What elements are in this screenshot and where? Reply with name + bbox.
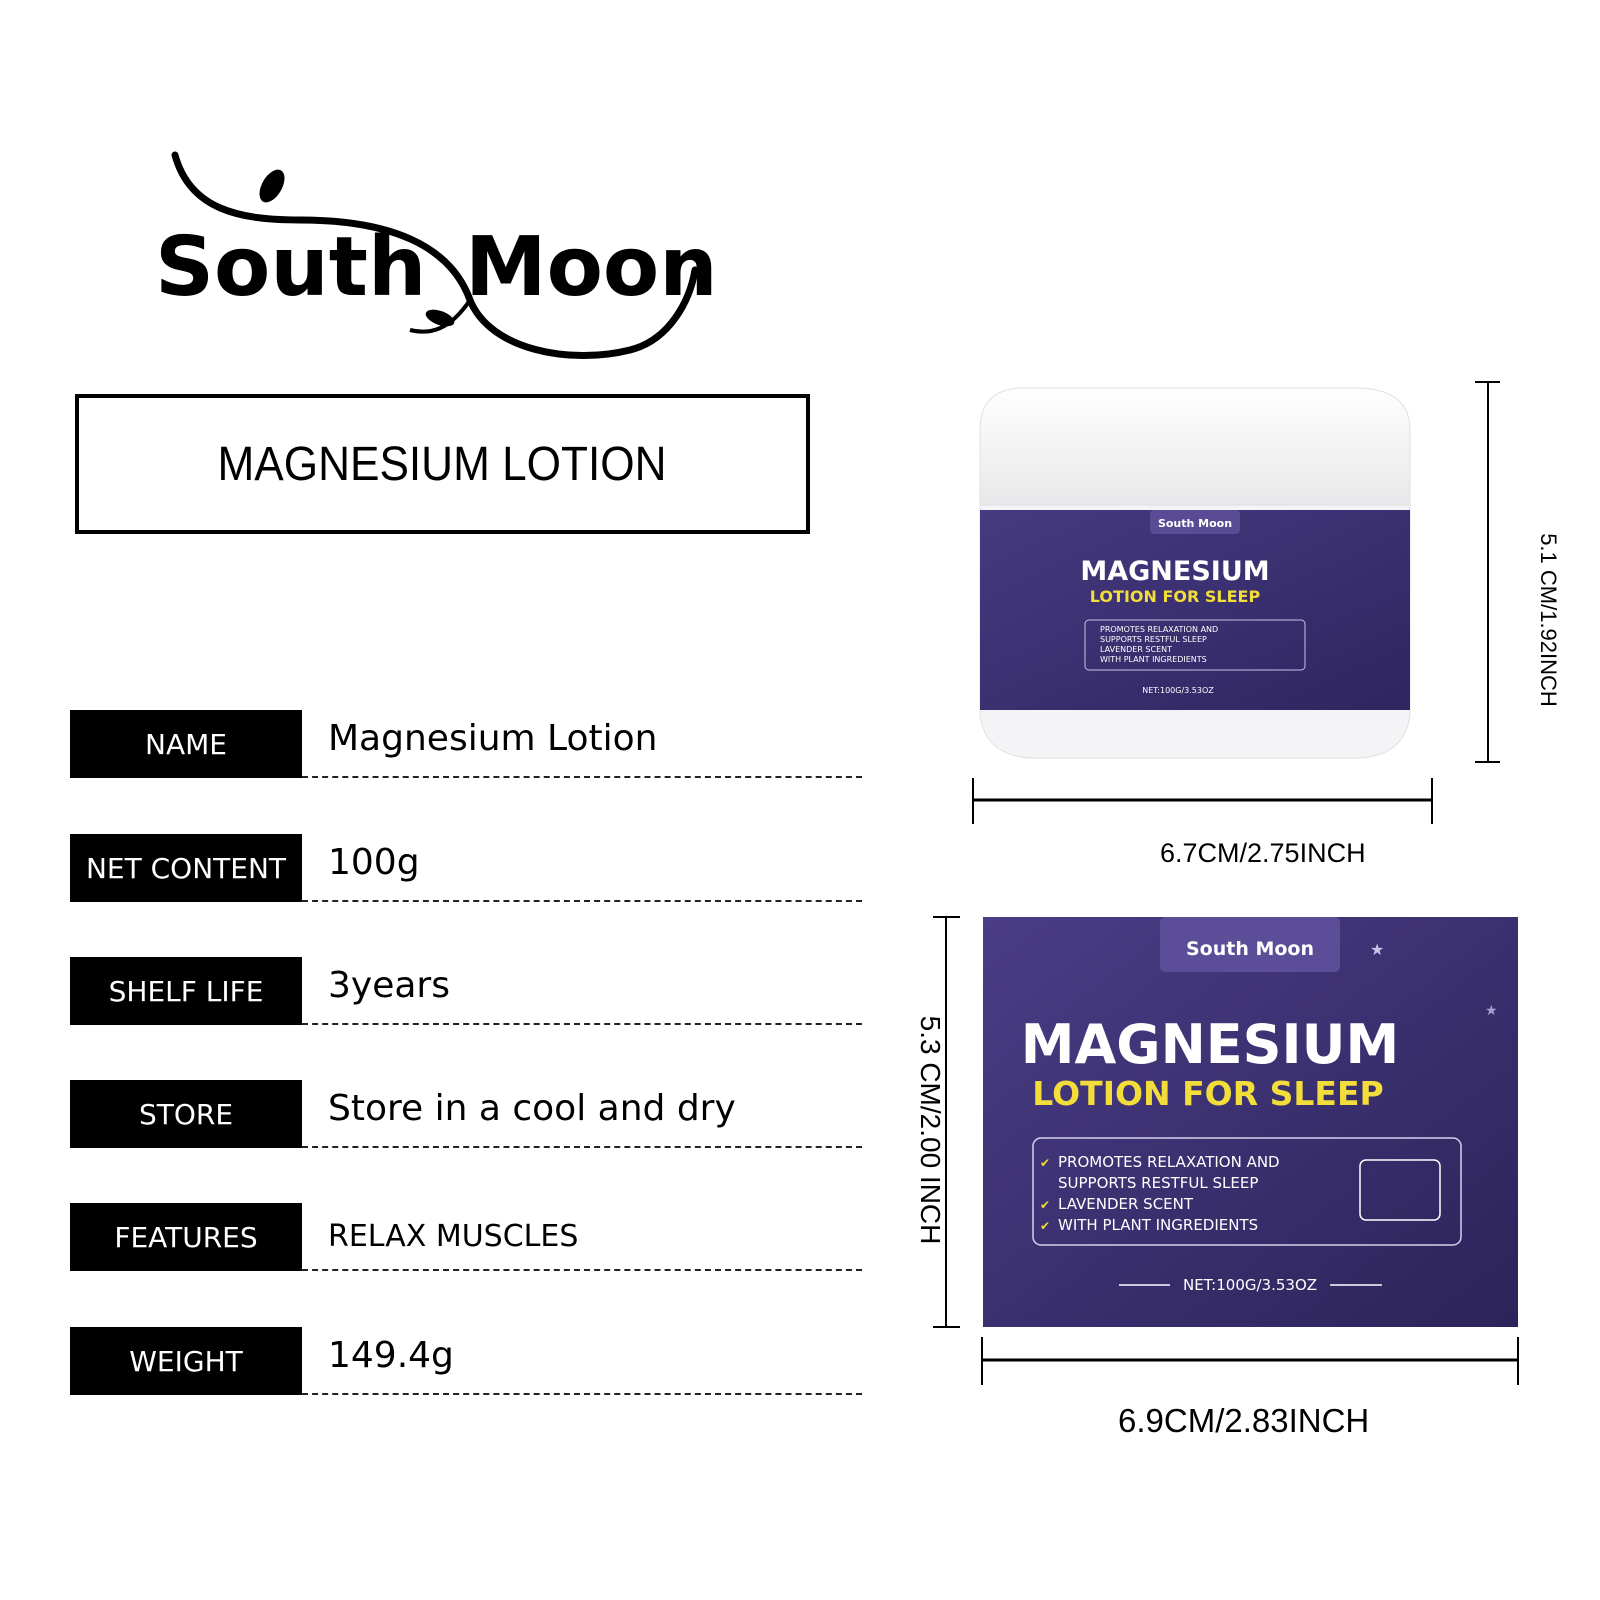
spec-row-weight xyxy=(70,1327,790,1399)
spec-label: FEATURES xyxy=(70,1203,302,1271)
box-product-subtitle: LOTION FOR SLEEP xyxy=(1032,1074,1384,1113)
box-star: ★ xyxy=(1370,940,1385,959)
spec-row-shelf-life xyxy=(70,957,790,1029)
dashed-divider xyxy=(302,1023,862,1025)
box-benefit: SUPPORTS RESTFUL SLEEP xyxy=(1058,1174,1259,1192)
spec-row-features xyxy=(70,1203,790,1275)
dashed-divider xyxy=(302,776,862,778)
spec-label: WEIGHT xyxy=(70,1327,302,1395)
spec-value: 3years xyxy=(328,965,450,1006)
spec-row-store xyxy=(70,1080,790,1152)
box-width-label: 6.9CM/2.83INCH xyxy=(1118,1402,1370,1439)
spec-label: NET CONTENT xyxy=(70,834,302,902)
box-product-name: MAGNESIUM xyxy=(1020,1013,1400,1076)
dashed-divider xyxy=(302,900,862,902)
jar-net-weight: NET:100G/3.53OZ xyxy=(1142,686,1214,695)
jar-width-label: 6.7CM/2.75INCH xyxy=(1160,838,1366,868)
spec-label: SHELF LIFE xyxy=(70,957,302,1025)
box-benefit: LAVENDER SCENT xyxy=(1058,1195,1194,1213)
dashed-divider xyxy=(302,1269,862,1271)
check-icon: ✔ xyxy=(1040,1219,1051,1233)
jar-product-image xyxy=(960,380,1560,880)
spec-value: Magnesium Lotion xyxy=(328,718,658,759)
spec-value: RELAX MUSCLES xyxy=(328,1219,579,1254)
jar-label xyxy=(980,510,1410,710)
dashed-divider xyxy=(302,1393,862,1395)
box-benefit: WITH PLANT INGREDIENTS xyxy=(1058,1216,1259,1234)
jar-benefit: LAVENDER SCENT xyxy=(1100,645,1173,654)
jar-benefit: SUPPORTS RESTFUL SLEEP xyxy=(1100,635,1207,644)
dashed-divider xyxy=(302,1146,862,1148)
brand-logo xyxy=(150,150,730,370)
spec-label: STORE xyxy=(70,1080,302,1148)
brand-name-part1: South xyxy=(155,220,427,315)
leaf-icon xyxy=(254,165,289,206)
box-benefit: PROMOTES RELAXATION AND xyxy=(1058,1153,1280,1171)
box-product-image xyxy=(900,915,1560,1435)
box-star: ★ xyxy=(1485,1003,1498,1019)
box-height-label: 5.3 CM/2.00 INCH xyxy=(915,1015,946,1245)
spec-value: 100g xyxy=(328,842,420,883)
brand-name-part2: Moon xyxy=(465,220,718,315)
box-front xyxy=(983,917,1518,1327)
spec-value: 149.4g xyxy=(328,1335,454,1376)
spec-label: NAME xyxy=(70,710,302,778)
spec-row-net-content xyxy=(70,834,790,906)
spec-row-name xyxy=(70,710,790,782)
box-brand-text: South Moon xyxy=(1185,938,1315,960)
check-icon: ✔ xyxy=(1040,1156,1051,1170)
jar-height-label: 5.1 CM/1.92INCH xyxy=(1536,533,1561,707)
jar-product-name: MAGNESIUM xyxy=(1080,556,1270,587)
jar-product-subtitle: LOTION FOR SLEEP xyxy=(1089,587,1261,606)
jar-benefit: PROMOTES RELAXATION AND xyxy=(1100,625,1219,634)
check-icon: ✔ xyxy=(1040,1198,1051,1212)
page-title: MAGNESIUM LOTION xyxy=(217,437,667,491)
title-box xyxy=(75,394,810,534)
jar-benefit: WITH PLANT INGREDIENTS xyxy=(1100,655,1207,664)
jar-lid xyxy=(980,388,1410,505)
jar-brand-text: South Moon xyxy=(1157,517,1233,530)
box-net-weight: NET:100G/3.53OZ xyxy=(1182,1276,1318,1294)
spec-value: Store in a cool and dry xyxy=(328,1088,736,1129)
